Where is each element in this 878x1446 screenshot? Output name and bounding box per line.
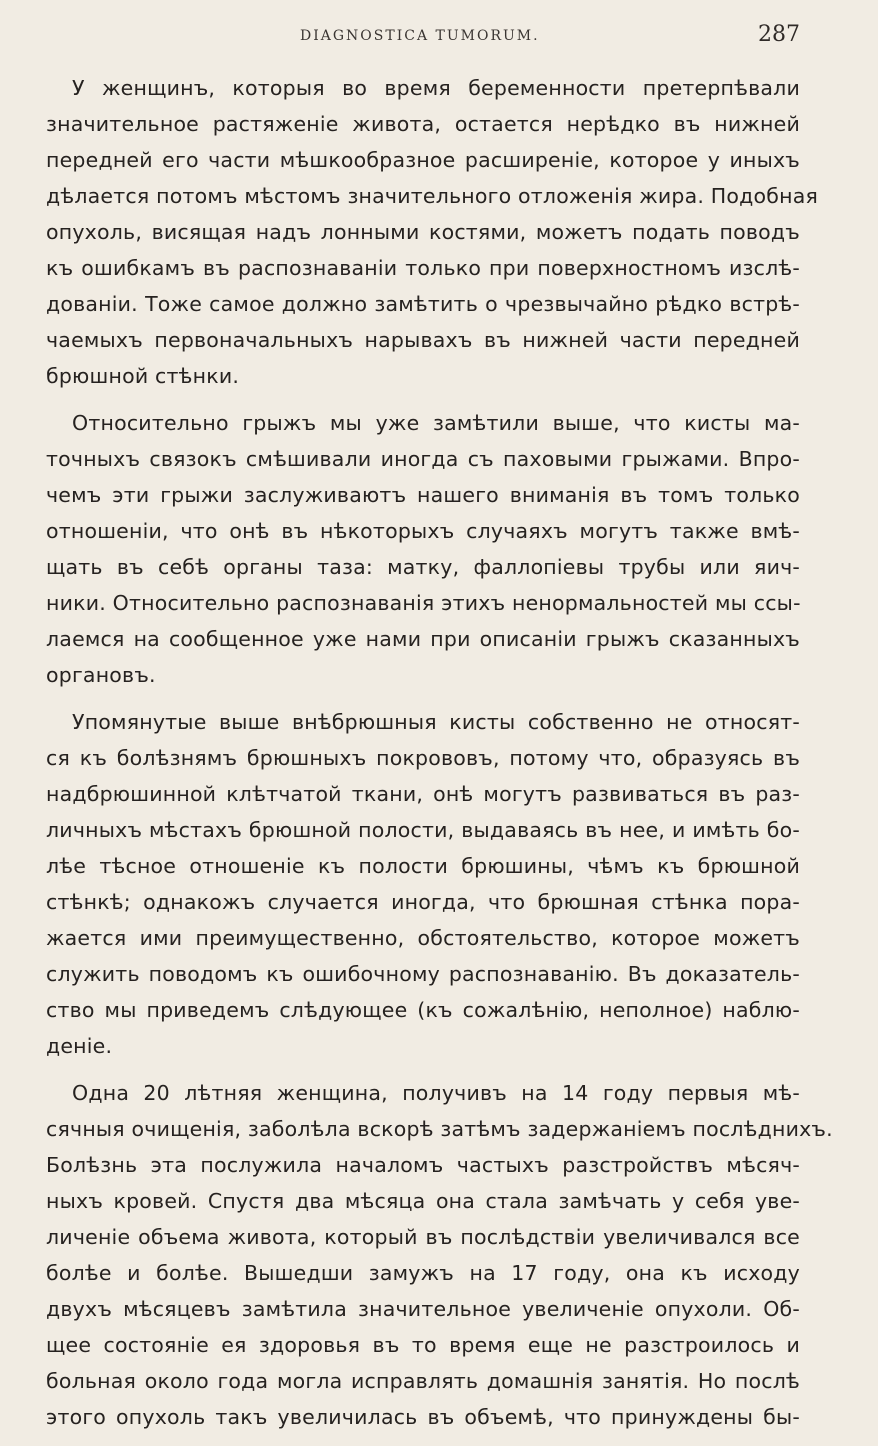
text-line: къ ошибкамъ въ распознаваніи только при поверхностномъ изслѣ-	[46, 256, 800, 280]
text-line: надбрюшинной клѣтчатой ткани, онѣ могутъ развиваться въ раз-	[46, 782, 800, 806]
text-line: жается ими преимущественно, обстоятельство, которое можетъ	[46, 926, 800, 950]
text-line: щать въ себѣ органы таза: матку, фаллопіевы трубы или яич-	[46, 555, 800, 579]
text-line: ство мы приведемъ слѣдующее (къ сожалѣнію, неполное) наблю-	[46, 998, 800, 1022]
text-line: служить поводомъ къ ошибочному распознаванію. Въ доказатель-	[46, 962, 800, 986]
text-line: лѣе тѣсное отношеніе къ полости брюшины, чѣмъ къ брюшной	[46, 854, 800, 878]
text-line: больная около года могла исправлять домашнія занятія. Но послѣ	[46, 1369, 800, 1393]
text-line: ныхъ кровей. Спустя два мѣсяца она стала замѣчать у себя уве-	[46, 1189, 800, 1213]
text-line: щее состояніе ея здоровья въ то время еще не разстроилось и	[46, 1333, 800, 1357]
paragraph	[46, 405, 800, 693]
text-line: У женщинъ, которыя во время беременности претерпѣвали	[72, 76, 800, 100]
text-line: Упомянутые выше внѣбрюшныя кисты собственно не относят-	[72, 710, 800, 734]
paragraph	[46, 70, 819, 394]
running-head: DIAGNOSTICA TUMORUM.	[300, 28, 540, 44]
text-line: чемъ эти грыжи заслуживаютъ нашего вниманія въ томъ только	[46, 483, 800, 507]
text-line: личеніе объема живота, который въ послѣдствіи увеличивался все	[46, 1225, 800, 1249]
text-line: опухоль, висящая надъ лонными костями, можетъ подать поводъ	[46, 220, 800, 244]
text-line: сячныя очищенія, заболѣла вскорѣ затѣмъ задержаніемъ послѣднихъ.	[46, 1117, 833, 1141]
text-line: лаемся на сообщенное уже нами при описаніи грыжъ сказанныхъ	[46, 627, 800, 651]
text-line: брюшной стѣнки.	[46, 364, 240, 388]
paragraph	[46, 1075, 833, 1435]
text-line: передней его части мѣшкообразное расширеніе, которое у иныхъ	[46, 148, 800, 172]
text-line: дѣлается потомъ мѣстомъ значительного отложенія жира. Подобная	[46, 184, 819, 208]
page-number: 287	[758, 22, 800, 47]
text-line: Одна 20 лѣтняя женщина, получивъ на 14 году первыя мѣ-	[72, 1081, 800, 1105]
text-line: двухъ мѣсяцевъ замѣтила значительное увеличеніе опухоли. Об-	[46, 1297, 800, 1321]
text-line: личныхъ мѣстахъ брюшной полости, выдаваясь въ нее, и имѣть бо-	[46, 818, 800, 842]
text-line: ся къ болѣзнямъ брюшныхъ покрововъ, потому что, образуясь въ	[46, 746, 800, 770]
text-line: чаемыхъ первоначальныхъ нарывахъ въ нижней части передней	[46, 328, 800, 352]
text-line: ники. Относительно распознаванія этихъ ненормальностей мы ссы-	[46, 591, 801, 615]
text-line: отношеніи, что онѣ въ нѣкоторыхъ случаяхъ могутъ также вмѣ-	[46, 519, 800, 543]
body-text	[46, 70, 833, 1446]
text-line: дованіи. Тоже самое должно замѣтить о чрезвычайно рѣдко встрѣ-	[46, 292, 800, 316]
text-line: Относительно грыжъ мы уже замѣтили выше, что кисты ма-	[72, 411, 800, 435]
text-line: значительное растяженіе живота, остается нерѣдко въ нижней	[46, 112, 800, 136]
text-line: органовъ.	[46, 663, 156, 687]
text-line: болѣе и болѣе. Вышедши замужъ на 17 году, она къ исходу	[46, 1261, 800, 1285]
text-line: деніе.	[46, 1034, 113, 1058]
text-line: стѣнкѣ; однакожъ случается иногда, что брюшная стѣнка пора-	[46, 890, 800, 914]
text-line: этого опухоль такъ увеличилась въ объемѣ, что принуждены бы-	[46, 1405, 800, 1429]
paragraph	[46, 704, 800, 1064]
text-line: точныхъ связокъ смѣшивали иногда съ паховыми грыжами. Впро-	[46, 447, 800, 471]
text-line: Болѣзнь эта послужила началомъ частыхъ разстройствъ мѣсяч-	[46, 1153, 800, 1177]
